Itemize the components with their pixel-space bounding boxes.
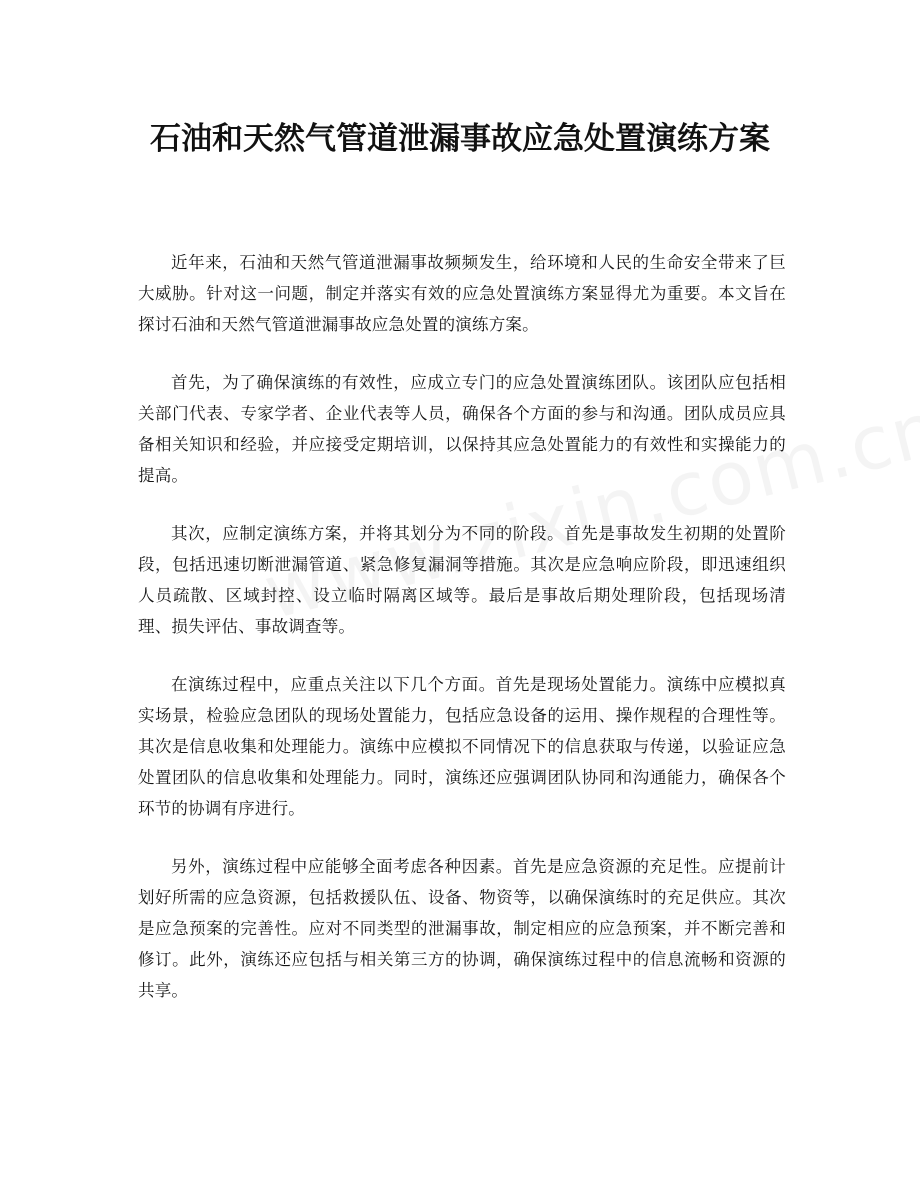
document-body	[138, 247, 786, 1033]
paragraph-5: 另外，演练过程中应能够全面考虑各种因素。首先是应急资源的充足性。应提前计划好所需的应急资源，包括救援队伍、设备、物资等，以确保演练时的充足供应。其次是应急预案的完善性。应对不同类型的泄漏事故，制定相应的应急预案，并不断完善和修订。此外，演练还应包括与相关第三方的协调，确保演练过程中的信息流畅和资源的共享。	[138, 857, 786, 1000]
paragraph-1: 近年来，石油和天然气管道泄漏事故频频发生，给环境和人民的生命安全带来了巨大威胁。针对这一问题，制定并落实有效的应急处置演练方案显得尤为重要。本文旨在探讨石油和天然气管道泄漏事故应急处置的演练方案。	[138, 253, 786, 334]
paragraph-2: 首先，为了确保演练的有效性，应成立专门的应急处置演练团队。该团队应包括相关部门代表、专家学者、企业代表等人员，确保各个方面的参与和沟通。团队成员应具备相关知识和经验，并应接受定期培训，以保持其应急处置能力的有效性和实操能力的提高。	[138, 373, 786, 485]
paragraph-3: 其次，应制定演练方案，并将其划分为不同的阶段。首先是事故发生初期的处置阶段，包括迅速切断泄漏管道、紧急修复漏洞等措施。其次是应急响应阶段，即迅速组织人员疏散、区域封控、设立临时隔离区域等。最后是事故后期处理阶段，包括现场清理、损失评估、事故调查等。	[138, 524, 786, 636]
document-title: 石油和天然气管道泄漏事故应急处置演练方案	[150, 121, 770, 157]
paragraph-4: 在演练过程中，应重点关注以下几个方面。首先是现场处置能力。演练中应模拟真实场景，检验应急团队的现场处置能力，包括应急设备的运用、操作规程的合理性等。其次是信息收集和处理能力。演练中应模拟不同情况下的信息获取与传递，以验证应急处置团队的信息收集和处理能力。同时，演练还应强调团队协同和沟通能力，确保各个环节的协调有序进行。	[138, 675, 786, 818]
